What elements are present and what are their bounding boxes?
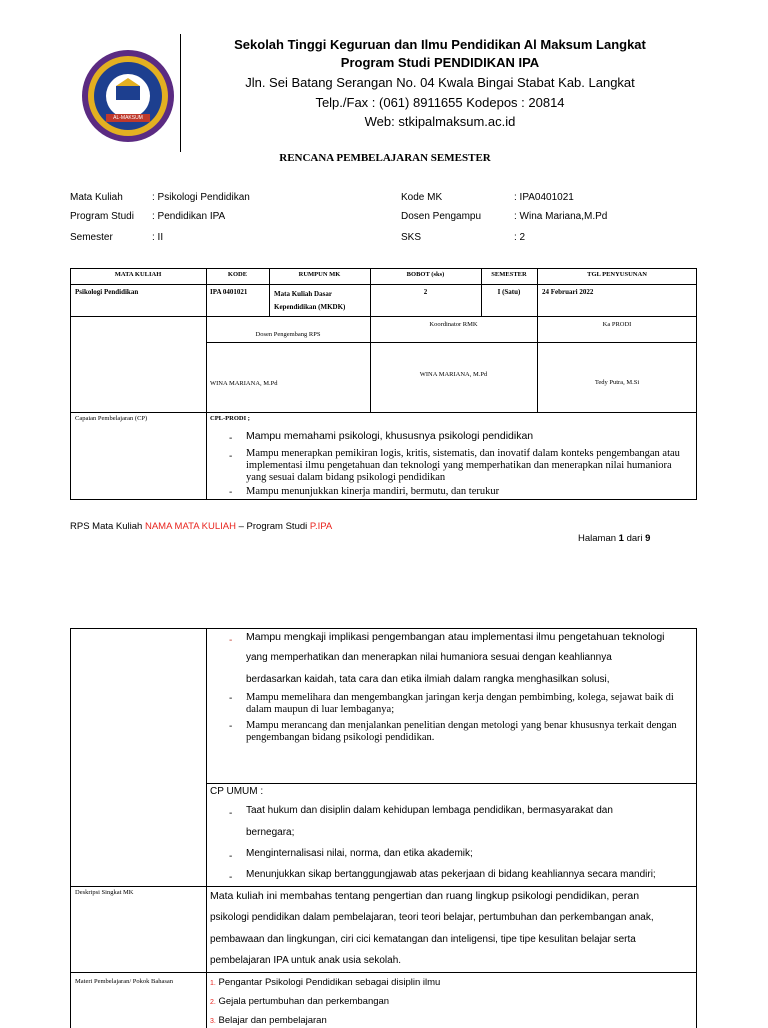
logo-text: AL-MAKSUM (113, 115, 143, 121)
page-number (578, 533, 650, 544)
cp-cont-line-3: berdasarkan kaidah, tata cara dan etika ilmiah dalam rangka menghasilkan solusi, (246, 674, 610, 685)
deskripsi-line-1: Mata kuliah ini membahas tentang pengertian dan ruang lingkup psikologi pendidikan, peran (210, 890, 640, 902)
cp-cont-line-1: Mampu mengkaji implikasi pengembangan atau implementasi ilmu pengetahuan teknologi (246, 631, 665, 643)
materi-num: 1. (210, 980, 216, 987)
cp-item-2: Mampu menerapkan pemikiran logis, kritis, sistematis, dan inovatif dalam konteks pengembangan atau implementasi ilmu pengetahuan dan teknologi yang memperhatikan dan menerapkan nilai humaniora yang sesuai dalam bidang psikologi pendidikan (246, 448, 680, 483)
info-left-label-3: Semester (70, 232, 113, 243)
name-koordinator: WINA MARIANA, M.Pd (419, 371, 488, 378)
program-name: Program Studi PENDIDIKAN IPA (340, 55, 540, 70)
info-right-label-1: Kode MK (401, 192, 443, 203)
td-kode: IPA 0401021 (210, 288, 248, 296)
deskripsi-line-4: pembelajaran IPA untuk anak usia sekolah. (210, 955, 402, 966)
info-right-label-2: Dosen Pengampu (401, 211, 482, 222)
bullet-dash: - (229, 872, 233, 883)
cp-cont-serif-2: Mampu merancang dan menjalankan penelitian dengan metologi yang benar khususnya terkait dengan pengembangan bidang psikologi pendidikan. (246, 720, 677, 743)
info-right-value-2: : Wina Mariana,M.Pd (514, 211, 608, 222)
role-dosen-pengembang: Dosen Pengembang RPS (255, 331, 321, 338)
cp-umum-item-1b: bernegara; (246, 827, 295, 838)
td-tgl: 24 Februari 2022 (542, 288, 594, 296)
materi-item-1 (210, 977, 440, 988)
deskripsi-line-3: pembawaan dan lingkungan, ciri cici kematangan dan inteligensi, tipe tipe kesulitan belajar serta (210, 934, 636, 945)
materi-text: Gejala pertumbuhan dan perkembangan (218, 996, 390, 1007)
website: Web: stkipalmaksum.ac.id (364, 114, 516, 129)
bullet-dash: - (229, 721, 233, 732)
cp-umum-item-3: Menunjukkan sikap bertanggungjawab atas pekerjaan di bidang keahliannya secara mandiri; (246, 869, 656, 880)
page-total: 9 (645, 533, 651, 544)
cp-cont-line-2: yang memperhatikan dan menerapkan nilai humaniora sesuai dengan keahliannya (246, 652, 612, 663)
th-kode: KODE (227, 271, 248, 278)
td-rumpun: Mata Kuliah Dasar Kependidikan (MKDK) (274, 290, 346, 311)
cp-item-3: Mampu menunjukkan kinerja mandiri, bermutu, dan terukur (246, 486, 500, 497)
info-left-label-1: Mata Kuliah (70, 192, 123, 203)
bullet-dash: - (229, 851, 233, 862)
materi-item-2 (210, 996, 389, 1007)
th-rumpun: RUMPUN MK (298, 271, 341, 278)
rps-table-continued (70, 628, 697, 1028)
bullet-dash: - (229, 451, 233, 462)
role-kaprodi: Ka PRODI (602, 321, 632, 328)
info-left-value-3: : II (152, 232, 164, 243)
page-footer (70, 521, 332, 532)
footer-prefix: RPS Mata Kuliah (70, 521, 145, 532)
info-left-label-2: Program Studi (70, 211, 134, 222)
page-prefix: Halaman (578, 533, 619, 544)
name-kaprodi: Tedy Putra, M.Si (594, 379, 640, 386)
document-title: RENCANA PEMBELAJARAN SEMESTER (279, 152, 491, 164)
footer-course: NAMA MATA KULIAH (144, 521, 236, 532)
materi-text: Belajar dan pembelajaran (218, 1015, 327, 1026)
info-left-value-1: : Psikologi Pendidikan (152, 192, 250, 203)
bullet-dash: - (229, 693, 233, 704)
bullet-dash: - (229, 487, 233, 498)
deskripsi-line-2: psikologi pendidikan dalam pembelajaran, teori teori belajar, pertumbuhan dan perkembangan anak, (210, 912, 654, 923)
cp-item-1: Mampu memahami psikologi, khususnya psikologi pendidikan (246, 430, 534, 442)
bullet-dash: - (229, 433, 233, 444)
info-right-value-3: : 2 (514, 232, 526, 243)
page-mid: dari (623, 533, 646, 544)
th-mata-kuliah: MATA KULIAH (114, 271, 162, 278)
college-logo (80, 48, 176, 144)
td-semester: I (Satu) (497, 288, 521, 296)
cp-cont-serif-1: Mampu memelihara dan mengembangkan jaringan kerja dengan pembimbing, kolega, sejawat baik di dalam maupun di luar lembaganya; (246, 692, 674, 715)
materi-item-3 (210, 1015, 327, 1026)
cp-umum-label: CP UMUM : (210, 786, 264, 797)
info-right-value-1: : IPA0401021 (514, 192, 574, 203)
bullet-dash: - (229, 808, 233, 819)
bullet-dash: - (229, 635, 233, 646)
footer-prodi: P.IPA (309, 521, 333, 532)
materi-label: Materi Pembelajaran/ Pokok Bahasan (75, 978, 174, 985)
cp-label: Capaian Pembelajaran (CP) (75, 415, 148, 422)
th-semester: SEMESTER (491, 271, 527, 278)
page-current: 1 (618, 533, 624, 544)
materi-text: Pengantar Psikologi Pendidikan sebagai disiplin ilmu (218, 977, 441, 988)
td-mata-kuliah: Psikologi Pendidikan (75, 288, 139, 296)
info-left-value-2: : Pendidikan IPA (152, 211, 226, 222)
cp-umum-item-2: Menginternalisasi nilai, norma, dan etika akademik; (246, 848, 473, 859)
phone: Telp./Fax : (061) 8911655 Kodepos : 20814 (315, 95, 565, 110)
th-tgl: TGL PENYUSUNAN (587, 271, 647, 278)
footer-middle: – Program Studi (235, 521, 310, 532)
materi-num: 2. (210, 999, 216, 1006)
role-koordinator: Koordinator RMK (429, 321, 478, 328)
cp-umum-item-1: Taat hukum dan disiplin dalam kehidupan lembaga pendidikan, bermasyarakat dan (246, 805, 613, 816)
deskripsi-label: Deskripsi Singkat MK (75, 889, 134, 896)
name-dosen-pengembang: WINA MARIANA, M.Pd (210, 380, 278, 387)
td-bobot: 2 (423, 288, 428, 296)
materi-num: 3. (210, 1018, 216, 1025)
cpl-prodi-label: CPL-PRODI ; (210, 415, 250, 422)
address: Jln. Sei Batang Serangan No. 04 Kwala Bingai Stabat Kab. Langkat (245, 75, 635, 90)
college-name: Sekolah Tinggi Keguruan dan Ilmu Pendidikan Al Maksum Langkat (234, 37, 646, 52)
th-bobot: BOBOT (sks) (406, 271, 445, 278)
header-divider (180, 34, 181, 152)
info-right-label-3: SKS (401, 232, 422, 243)
